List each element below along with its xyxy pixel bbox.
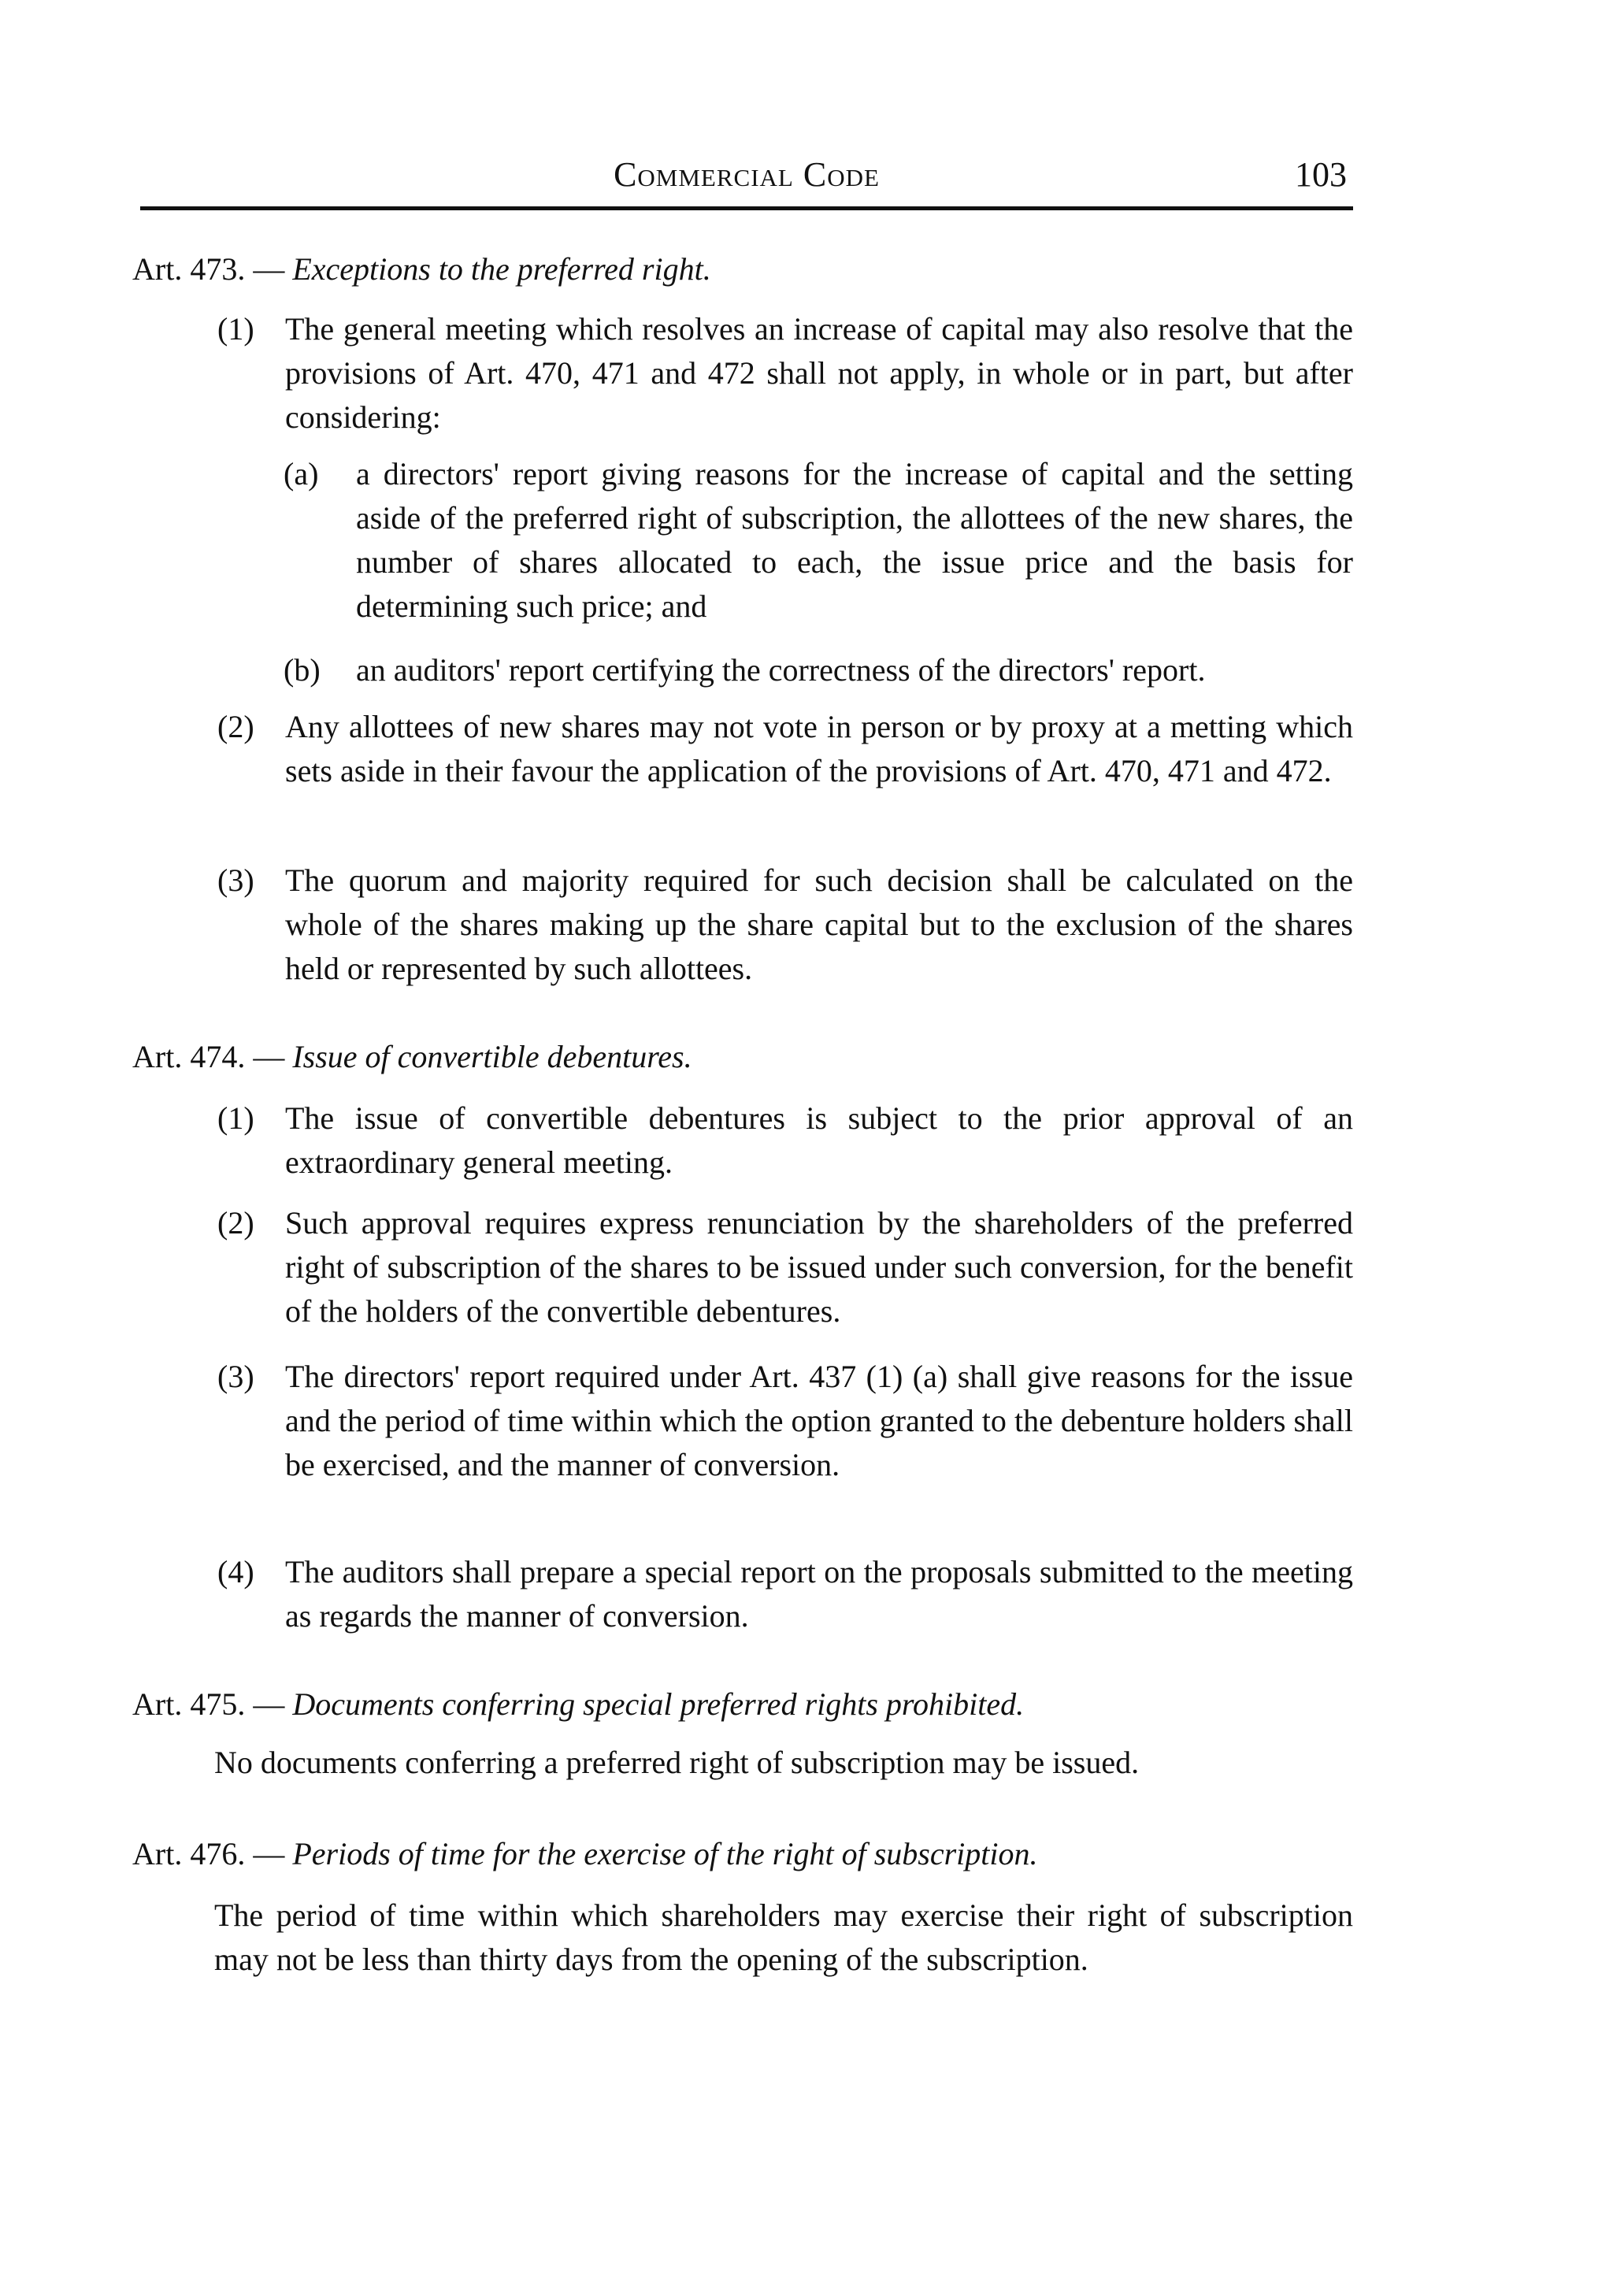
paragraph-label: (1): [217, 311, 254, 347]
article-474-paragraph-4: [217, 1550, 1353, 1638]
article-number: Art. 476.: [132, 1836, 246, 1871]
article-476-text: The period of time within which shareholders may exercise their right of subscription may not be less than thirty days from the opening of the subscription.: [214, 1897, 1353, 1977]
article-473-paragraph-3: [217, 859, 1353, 991]
paragraph-label: (3): [217, 1359, 254, 1394]
item-label: (b): [284, 652, 321, 688]
paragraph-label: (1): [217, 1100, 254, 1136]
article-number: Art. 475.: [132, 1686, 246, 1722]
item-text: an auditors' report certifying the correctness of the directors' report.: [356, 652, 1206, 688]
article-475-text: No documents conferring a preferred right of subscription may be issued.: [214, 1745, 1140, 1780]
article-title: Exceptions to the preferred right.: [292, 251, 711, 287]
article-title: Issue of convertible debentures.: [292, 1039, 692, 1074]
article-473-item-a: [284, 452, 1353, 629]
paragraph-text: Such approval requires express renunciation by the shareholders of the preferred right of subscription of the shares to be issued under such conversion, for the benefit of the holders of the convertible debentures.: [285, 1205, 1353, 1329]
article-heading-476: Art. 476. — Periods of time for the exercise of the right of subscription.: [132, 1836, 1038, 1871]
paragraph-text: The quorum and majority required for such decision shall be calculated on the whole of the shares making up the share capital but to the exclusion of the shares held or represented by such allottees.: [285, 862, 1353, 986]
paragraph-text: The auditors shall prepare a special report on the proposals submitted to the meeting as regards the manner of conversion.: [285, 1554, 1353, 1634]
article-473-paragraph-2: [217, 705, 1353, 793]
article-number: Art. 474.: [132, 1039, 246, 1074]
article-473-paragraph-1: [217, 307, 1353, 440]
paragraph-label: (2): [217, 1205, 254, 1241]
article-474-paragraph-2: [217, 1201, 1353, 1333]
article-474-paragraph-1: [217, 1096, 1353, 1185]
paragraph-text: The directors' report required under Art. 437 (1) (a) shall give reasons for the issue and the period of time within which the option granted to the debenture holders shall be exercised, and the manner of conversion.: [285, 1359, 1353, 1482]
article-heading-475: Art. 475. — Documents conferring special preferred rights prohibited.: [132, 1686, 1025, 1722]
paragraph-text: Any allottees of new shares may not vote in person or by proxy at a metting which sets aside in their favour the application of the provisions of Art. 470, 471 and 472.: [285, 709, 1353, 788]
article-title: Documents conferring special preferred rights prohibited.: [292, 1686, 1025, 1722]
page-number: 103: [1295, 155, 1347, 194]
header-rule: [140, 206, 1353, 210]
article-title: Periods of time for the exercise of the right of subscription.: [292, 1836, 1038, 1871]
item-text: a directors' report giving reasons for the increase of capital and the setting aside of the preferred right of subscription, the allottees of the new shares, the number of shares allocated to each, the issue price and the basis for determining such price; and: [356, 456, 1353, 624]
running-header: [140, 154, 1353, 210]
article-473-item-b: [284, 648, 1353, 692]
paragraph-text: The general meeting which resolves an increase of capital may also resolve that the provisions of Art. 470, 471 and 472 shall not apply, in whole or in part, but after considering:: [285, 311, 1353, 435]
paragraph-text: The issue of convertible debentures is subject to the prior approval of an extraordinary general meeting.: [285, 1100, 1353, 1180]
article-heading-473: Art. 473. — Exceptions to the preferred right.: [132, 251, 711, 287]
paragraph-label: (4): [217, 1554, 254, 1589]
item-label: (a): [284, 456, 319, 491]
paragraph-label: (2): [217, 709, 254, 744]
article-number: Art. 473.: [132, 251, 246, 287]
header-title: Commercial Code: [614, 155, 880, 194]
paragraph-label: (3): [217, 862, 254, 898]
article-474-paragraph-3: [217, 1355, 1353, 1487]
article-heading-474: Art. 474. — Issue of convertible debentures.: [132, 1039, 692, 1074]
